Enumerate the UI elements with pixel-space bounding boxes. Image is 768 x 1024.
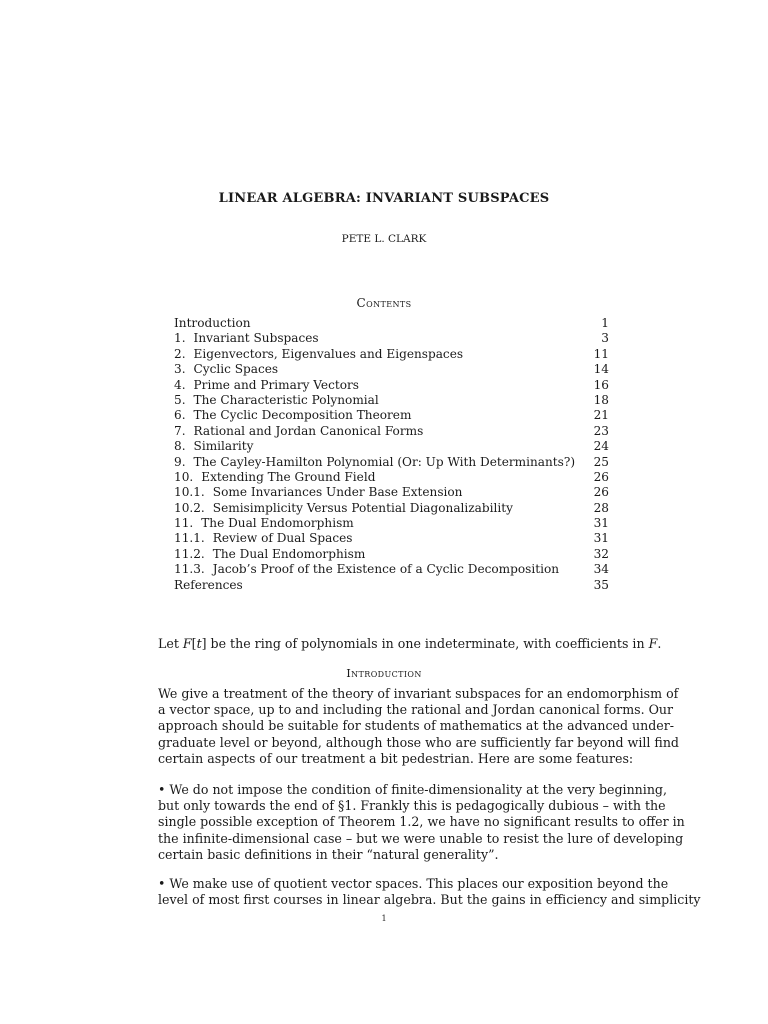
toc-entry-number: 7. — [174, 423, 186, 438]
toc-entry-page: 14 — [593, 362, 609, 377]
toc-entry-number: 2. — [174, 346, 186, 361]
toc-entry[interactable] — [174, 439, 609, 454]
text-line: a vector space, up to and including the rational and Jordan canonical forms. Our — [158, 702, 674, 718]
toc-entry-title — [174, 485, 462, 500]
toc-entry-title — [174, 455, 575, 470]
page-number: 1 — [381, 914, 387, 923]
toc-entry-title — [174, 362, 278, 377]
toc-entry-label: The Dual Endomorphism — [212, 546, 366, 561]
toc-entry[interactable] — [174, 562, 609, 577]
toc-entry[interactable] — [174, 516, 609, 531]
toc-entry-number: 11. — [174, 516, 194, 531]
toc-entry-title — [174, 501, 513, 516]
text-line: certain aspects of our treatment a bit pedestrian. Here are some features: — [158, 750, 634, 766]
toc-entry-label: Jacob’s Proof of the Existence of a Cyclic Decomposition — [212, 562, 560, 577]
text-line: We give a treatment of the theory of invariant subspaces for an endomorphism of — [158, 686, 679, 701]
section-heading-introduction: Introduction — [346, 666, 422, 680]
toc-entry-page: 11 — [593, 346, 609, 361]
toc-entry-label: Introduction — [174, 316, 251, 330]
toc-entry[interactable] — [174, 501, 609, 516]
toc-entry-page: 16 — [593, 377, 609, 392]
contents-heading: Contents — [356, 296, 412, 310]
toc-entry[interactable] — [174, 393, 609, 408]
toc-entry-page: 35 — [593, 577, 609, 592]
toc-entry[interactable] — [174, 424, 609, 439]
toc-entry-page: 26 — [593, 485, 609, 500]
toc-entry-number: 1. — [174, 331, 186, 346]
text-line: certain basic definitions in their “natural generality”. — [158, 846, 499, 862]
toc-entry-page: 28 — [593, 500, 609, 515]
toc-entry-page: 34 — [593, 562, 609, 577]
toc-entry[interactable] — [174, 547, 609, 562]
text-line: the infinite-dimensional case – but we were unable to resist the lure of developing — [158, 830, 684, 846]
intro-sentence: Let F[t] be the ring of polynomials in one indeterminate, with coefficients in F. — [158, 636, 662, 651]
toc-entry-title — [174, 393, 379, 408]
toc-entry[interactable] — [174, 485, 609, 500]
toc-entry-label: Similarity — [193, 439, 254, 454]
toc-entry-number: 11.3. — [174, 562, 205, 577]
toc-entry-page: 3 — [601, 331, 609, 346]
toc-entry[interactable] — [174, 316, 609, 331]
toc-entry-label: Eigenvectors, Eigenvalues and Eigenspaces — [193, 346, 464, 361]
toc-entry-label: Rational and Jordan Canonical Forms — [193, 423, 424, 438]
toc-entry-title — [174, 378, 359, 393]
toc-entry-label: Extending The Ground Field — [201, 469, 376, 484]
toc-entry-page: 23 — [593, 423, 609, 438]
paragraph-intro — [158, 686, 679, 767]
toc-entry-title — [174, 439, 253, 454]
toc-entry[interactable] — [174, 470, 609, 485]
toc-entry-title — [174, 578, 243, 593]
paper-author: PETE L. CLARK — [341, 233, 427, 245]
toc-entry-number: 10.2. — [174, 500, 205, 515]
toc-entry-title — [174, 424, 423, 439]
toc-entry-number: 10.1. — [174, 485, 205, 500]
toc-entry-label: The Cayley-Hamilton Polynomial (Or: Up With Determinants?) — [193, 454, 576, 469]
toc-entry-page: 18 — [593, 392, 609, 407]
toc-entry-label: Some Invariances Under Base Extension — [212, 485, 463, 500]
toc-entry-page: 31 — [593, 531, 609, 546]
text-line: • We do not impose the condition of finite-dimensionality at the very beginning, — [158, 782, 668, 797]
text-line: approach should be suitable for students of mathematics at the advanced under- — [158, 718, 675, 734]
toc-entry-title — [174, 331, 319, 346]
toc-entry-number: 6. — [174, 408, 186, 423]
toc-entry-label: Review of Dual Spaces — [212, 531, 353, 546]
toc-entry-number: 4. — [174, 377, 186, 392]
paper-title: LINEAR ALGEBRA: INVARIANT SUBSPACES — [218, 191, 550, 206]
toc-entry[interactable] — [174, 531, 609, 546]
toc-entry-label: Invariant Subspaces — [193, 331, 319, 346]
toc-entry-label: The Cyclic Decomposition Theorem — [193, 408, 412, 423]
toc-entry-number: 11.2. — [174, 546, 205, 561]
paragraph-feature-2 — [158, 876, 701, 908]
toc-entry[interactable] — [174, 347, 609, 362]
toc-entry[interactable] — [174, 408, 609, 423]
toc-entry-label: Cyclic Spaces — [193, 362, 279, 377]
toc-entry-title — [174, 408, 411, 423]
toc-entry-label: The Characteristic Polynomial — [193, 392, 379, 407]
toc-entry-title — [174, 531, 352, 546]
toc-entry-title — [174, 470, 375, 485]
toc-entry-number: 5. — [174, 392, 186, 407]
toc-entry-number: 9. — [174, 454, 186, 469]
text-line: graduate level or beyond, although those who are sufficiently far beyond will find — [158, 734, 679, 750]
toc-entry-page: 26 — [593, 469, 609, 484]
paragraph-feature-1 — [158, 782, 685, 863]
toc-entry-number: 3. — [174, 362, 186, 377]
toc-entry-number: 10. — [174, 469, 194, 484]
toc-entry-title — [174, 347, 463, 362]
toc-entry-page: 32 — [593, 546, 609, 561]
toc-entry-number: 8. — [174, 439, 186, 454]
toc-entry-label: References — [174, 577, 243, 592]
toc-entry-page: 31 — [593, 516, 609, 531]
toc-entry[interactable] — [174, 362, 609, 377]
toc-entry-title — [174, 562, 559, 577]
toc-entry[interactable] — [174, 455, 609, 470]
toc-entry-label: Prime and Primary Vectors — [193, 377, 359, 392]
toc-entry-title — [174, 547, 365, 562]
toc-entry[interactable] — [174, 378, 609, 393]
toc-entry-page: 24 — [593, 439, 609, 454]
text-line: single possible exception of Theorem 1.2, we have no significant results to offer in — [158, 814, 685, 830]
toc-entry-page: 25 — [593, 454, 609, 469]
toc-entry-page: 21 — [593, 408, 609, 423]
toc-entry-number: 11.1. — [174, 531, 205, 546]
toc-entry[interactable] — [174, 578, 609, 593]
toc-entry-page: 1 — [601, 316, 609, 330]
toc-entry-label: Semisimplicity Versus Potential Diagonalizability — [212, 500, 513, 515]
text-line: but only towards the end of §1. Frankly this is pedagogically dubious – with the — [158, 798, 666, 814]
text-line: • We make use of quotient vector spaces. This places our exposition beyond the — [158, 876, 669, 891]
toc-entry-title — [174, 316, 251, 331]
text-line: level of most first courses in linear algebra. But the gains in efficiency and simplicity — [158, 892, 701, 908]
toc-entry[interactable] — [174, 331, 609, 346]
table-of-contents — [174, 316, 609, 593]
toc-entry-label: The Dual Endomorphism — [201, 516, 354, 531]
toc-entry-title — [174, 516, 354, 531]
